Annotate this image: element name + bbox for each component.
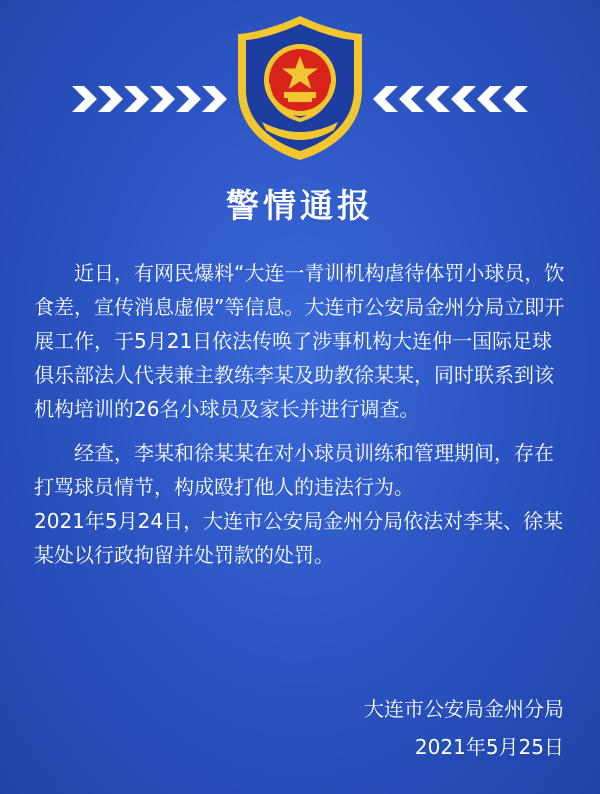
police-badge-icon [0,0,600,170]
right-chevrons-icon [373,86,528,112]
signature-block [364,692,564,764]
signature-organization: 大连市公安局金州分局 [364,697,564,721]
header-emblem [0,0,600,170]
left-chevrons-icon [72,86,227,112]
paragraph-1: 近日，有网民爆料“大连一青训机构虐待体罚小球员，饮食差，宣传消息虚假”等信息。大连市公安局金州分局立即开展工作，于5月21日依法传唤了涉事机构大连仲一国际足球俱乐部法人代表兼主教练李某及助教徐某某，同时联系到该机构培训的26名小球员及家长并进行调查。 [34,261,565,421]
paragraph-3: 2021年5月24日，大连市公安局金州分局依法对李某、徐某某处以行政拘留并处罚款的处罚。 [34,509,564,567]
paragraph-2: 经查，李某和徐某某在对小球员训练和管理期间，存在打骂球员情节，构成殴打他人的违法行为。 [34,441,554,499]
signature-date: 2021年5月25日 [414,735,564,759]
notice-body [34,256,569,572]
page-title: 警情通报 [226,186,374,225]
